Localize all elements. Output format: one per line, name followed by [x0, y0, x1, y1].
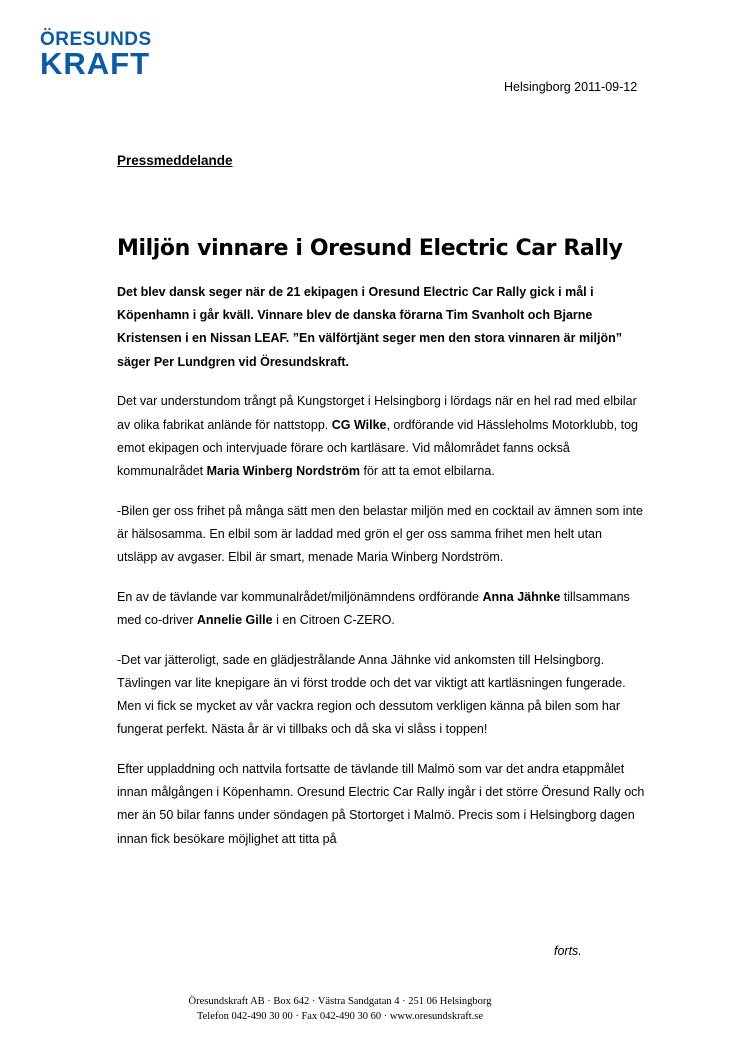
logo-line1: ÖRESUNDS: [40, 29, 152, 50]
paragraph-5: Efter uppladdning och nattvila fortsatte de tävlande till Malmö som var det andra etappmålet innan målgången i Köpenhamn. Oresund Electric Car Rally ingår i det större Öresund Rally och mer än 50 bilar fanns under söndagen på Stortorget i Malmö. Precis som i Helsingborg dagen innan fick besökare möjlighet att titta på: [117, 761, 645, 846]
article-title: Miljön vinnare i Oresund Electric Car Rally: [117, 236, 623, 261]
paragraph-1: [117, 390, 645, 483]
text: Det var understundom trångt på Kungstorget i Helsingborg i lördags när en hel rad med elbilar av olika fabrikat anlände för nattstopp.: [117, 394, 637, 432]
person-name: Maria Winberg Nordström: [206, 463, 361, 478]
paragraph-3: [117, 586, 645, 632]
logo-line2: KRAFT: [40, 46, 151, 81]
paragraph-4: -Det var jätteroligt, sade en glädjestrålande Anna Jähnke vid ankomsten till Helsingborg. Tävlingen var lite knepigare än vi först trodde och det var viktigt att kartläsningen fungerade. Men vi fick se mycket av vår vackra region och dessutom verkligen känna på bilen som har fungerat perfekt. Nästa år är vi tillbaks och då ska vi slåss i toppen!: [117, 652, 626, 737]
footer-address: Öresundskraft AB · Box 642 · Västra Sandgatan 4 · 251 06 Helsingborg: [188, 996, 492, 1007]
person-name: Anna Jähnke: [482, 589, 561, 604]
page-footer: [0, 994, 680, 1024]
article-body: [117, 281, 645, 867]
date-line: Helsingborg 2011-09-12: [504, 80, 638, 94]
paragraph-2: -Bilen ger oss frihet på många sätt men den belastar miljön med en cocktail av ämnen som inte är hälsosamma. En elbil som är laddad med grön el ger oss samma frihet men helt utan utsläpp av avgaser. Elbil är smart, menade Maria Winberg Nordström.: [117, 503, 643, 565]
document-type-label: Pressmeddelande: [117, 153, 233, 168]
company-logo: [40, 30, 166, 79]
person-name: Annelie Gille: [196, 612, 273, 627]
person-name: CG Wilke: [331, 417, 387, 432]
text: , ordförande vid Hässleholms Motorklubb, tog emot ekipagen och intervjuade förare och kartläsare. Vid målområdet fanns också kommunalrådet: [117, 417, 638, 478]
continued-note: forts.: [554, 944, 582, 958]
lead-paragraph: Det blev dansk seger när de 21 ekipagen i Oresund Electric Car Rally gick i mål i Köpenhamn i går kväll. Vinnare blev de danska förarna Tim Svanholt och Bjarne Kristensen i en Nissan LEAF. ”En välförtjänt seger men den stora vinnaren är miljön” säger Per Lundgren vid Öresundskraft.: [117, 285, 622, 369]
text: i en Citroen C-ZERO.: [272, 612, 395, 627]
text: tillsammans med co-driver: [117, 589, 630, 627]
footer-contact: Telefon 042-490 30 00 · Fax 042-490 30 60 · www.oresundskraft.se: [196, 1011, 484, 1022]
text: En av de tävlande var kommunalrådet/miljönämndens ordförande: [117, 589, 483, 604]
text: för att ta emot elbilarna.: [360, 463, 495, 478]
